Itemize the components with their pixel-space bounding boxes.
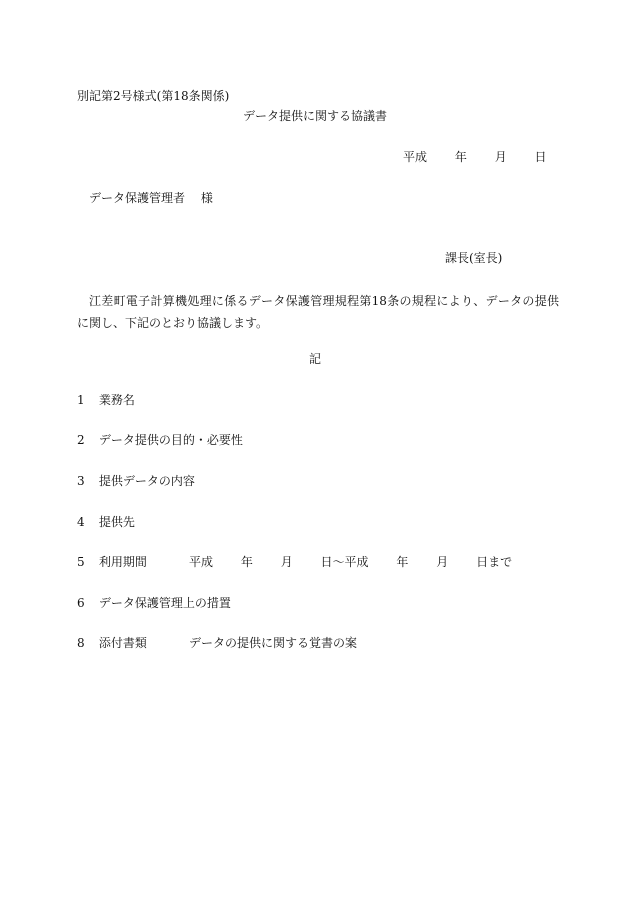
- item-number: 4: [77, 515, 85, 529]
- list-item: [77, 473, 195, 489]
- list-item: [77, 432, 243, 448]
- signer-title: 課長(室長): [445, 251, 503, 265]
- document-title: データ提供に関する協議書: [242, 109, 387, 123]
- list-item: [77, 554, 513, 570]
- attachment-value: データの提供に関する覚書の案: [189, 636, 358, 650]
- list-item: [77, 635, 358, 651]
- item-number: 3: [77, 474, 85, 488]
- period-day-start-to: 日～平成: [320, 555, 369, 569]
- body-paragraph: 江差町電子計算機処理に係るデータ保護管理規程第18条の規程により、データの提供に関し、下記のとおり協議します。: [77, 294, 559, 330]
- date-day: 日: [534, 150, 547, 164]
- addressee-honorific: 様: [200, 191, 213, 205]
- date-era: 平成: [403, 150, 428, 164]
- item-label: 提供先: [98, 515, 135, 529]
- form-reference: 別記第2号様式(第18条関係): [77, 89, 230, 103]
- item-label: 利用期間: [98, 555, 147, 569]
- date-line: [403, 149, 547, 165]
- period-year-end: 年: [396, 555, 409, 569]
- addressee-name: データ保護管理者: [89, 191, 186, 205]
- period-year-start: 年: [240, 555, 253, 569]
- item-number: 5: [77, 555, 85, 569]
- item-label: 添付書類: [98, 636, 147, 650]
- item-label: データ提供の目的・必要性: [98, 433, 243, 447]
- date-month: 月: [494, 150, 507, 164]
- period-month-end: 月: [436, 555, 449, 569]
- addressee: [89, 190, 213, 206]
- period-day-end: 日まで: [476, 555, 513, 569]
- item-label: 提供データの内容: [98, 474, 195, 488]
- usage-period: [189, 554, 512, 570]
- item-number: 6: [77, 596, 85, 610]
- list-item: [77, 595, 231, 611]
- list-item: [77, 392, 135, 408]
- period-month-start: 月: [280, 555, 293, 569]
- period-era-start: 平成: [189, 555, 214, 569]
- ki-heading: 記: [308, 352, 321, 366]
- item-label: 業務名: [98, 393, 135, 407]
- item-number: 1: [77, 393, 85, 407]
- date-year: 年: [454, 150, 467, 164]
- list-item: [77, 514, 135, 530]
- item-number: 8: [77, 636, 85, 650]
- item-number: 2: [77, 433, 85, 447]
- item-label: データ保護管理上の措置: [98, 596, 231, 610]
